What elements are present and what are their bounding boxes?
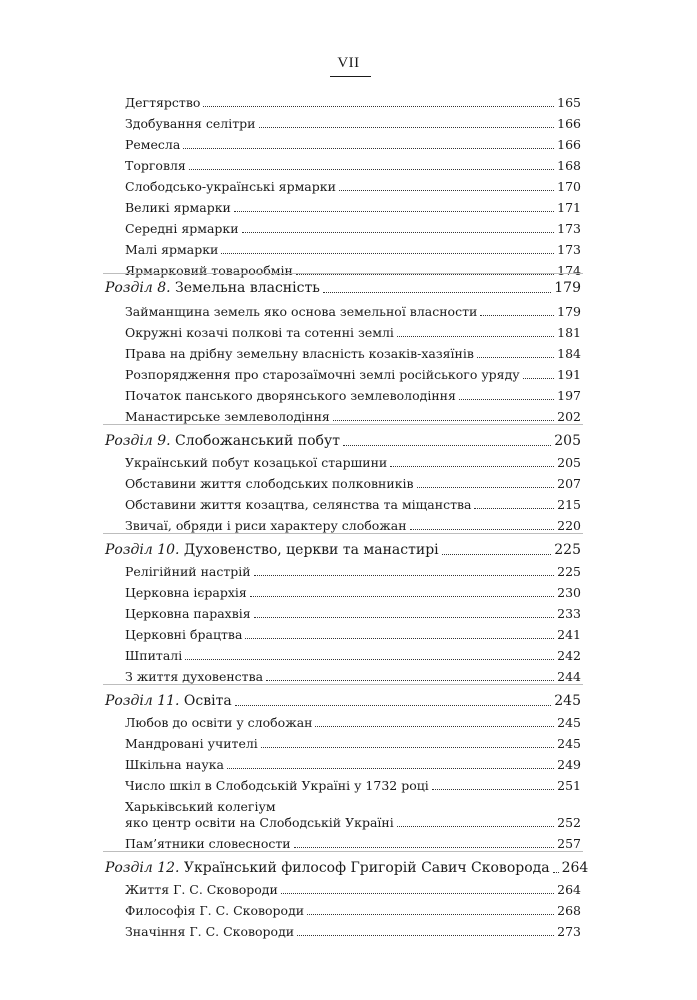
toc-entry-page: 166 (557, 137, 581, 152)
dot-leader (474, 508, 554, 509)
toc-entry-title: Манастирське землеволодіння (125, 409, 330, 424)
toc-entry[interactable] (125, 715, 581, 731)
section-divider (103, 684, 583, 685)
toc-entry-page: 202 (557, 409, 581, 424)
toc-entry-title: Великі ярмарки (125, 200, 231, 215)
dot-leader (297, 935, 554, 936)
chapter-title: Слобожанський побут (175, 433, 340, 449)
toc-entry[interactable] (125, 585, 581, 601)
toc-entry[interactable] (125, 924, 581, 940)
chapter-title: Український философ Григорій Савич Сковорода (183, 860, 550, 876)
toc-entry-page: 245 (557, 736, 581, 751)
toc-entry-title: Шкільна наука (125, 757, 224, 772)
toc-entry-page: 230 (557, 585, 581, 600)
toc-entry[interactable] (125, 95, 581, 111)
chapter-label: Розділ 12. (105, 860, 180, 876)
dot-leader (185, 659, 554, 660)
toc-entry-title: Займанщина земель яко основа земельної власности (125, 304, 478, 319)
toc-entry-page: 165 (557, 95, 581, 110)
toc-entry-page: 170 (557, 179, 581, 194)
toc-entry-page: 181 (557, 325, 581, 340)
toc-entry-title-continued: яко центр освіти на Слободській Україні (125, 815, 394, 830)
toc-entry-page: 241 (557, 627, 581, 642)
toc-chapter-heading[interactable] (105, 432, 581, 450)
toc-entry[interactable] (125, 409, 581, 425)
dot-leader (203, 106, 554, 107)
toc-entry[interactable] (125, 200, 581, 216)
toc-entry-title: Слободсько-українські ярмарки (125, 179, 336, 194)
dot-leader (442, 554, 552, 555)
chapter-label: Розділ 8. (105, 280, 171, 296)
toc-entry[interactable] (125, 497, 581, 513)
dot-leader (227, 768, 554, 769)
toc-entry[interactable] (125, 903, 581, 919)
dot-leader (294, 847, 555, 848)
toc-entry-page: 173 (557, 221, 581, 236)
toc-entry-page: 249 (557, 757, 581, 772)
toc-entry[interactable] (125, 263, 581, 279)
toc-entry-title: Права на дрібну земельну власність козаків-хазяїнів (125, 346, 474, 361)
toc-entry-page: 244 (557, 669, 581, 684)
dot-leader (259, 127, 555, 128)
dot-leader (296, 274, 554, 275)
dot-leader (397, 826, 554, 827)
toc-chapter-heading[interactable] (105, 279, 581, 297)
dot-leader (183, 148, 554, 149)
toc-entry-page: 173 (557, 242, 581, 257)
chapter-title: Духовенство, церкви та манастирі (183, 542, 439, 558)
toc-entry[interactable] (125, 606, 581, 622)
toc-entry[interactable] (125, 304, 581, 320)
toc-chapter-heading[interactable] (105, 692, 581, 710)
dot-leader (390, 466, 554, 467)
toc-entry-page: 268 (557, 903, 581, 918)
toc-entry-title: Окружні козачі полкові та сотенні землі (125, 325, 394, 340)
toc-entry-title: Любов до освіти у слобожан (125, 715, 313, 730)
dot-leader (281, 893, 554, 894)
toc-entry-title: Ярмарковий товарообмін (125, 263, 293, 278)
dot-leader (245, 638, 554, 639)
dot-leader (235, 705, 552, 706)
section-divider (103, 273, 583, 274)
toc-entry[interactable] (125, 669, 581, 685)
dot-leader (339, 190, 554, 191)
toc-entry-title: Релігійний настрій (125, 564, 251, 579)
toc-entry-page: 242 (557, 648, 581, 663)
dot-leader (397, 336, 554, 337)
toc-entry[interactable] (125, 455, 581, 471)
toc-entry-page: 225 (557, 564, 581, 579)
toc-entry-page: 166 (557, 116, 581, 131)
dot-leader (189, 169, 554, 170)
toc-entry-title: Життя Г. С. Сковороди (125, 882, 278, 897)
toc-entry-page: 191 (557, 367, 581, 382)
folio-underline (330, 76, 371, 77)
dot-leader (266, 680, 554, 681)
dot-leader (221, 253, 554, 254)
toc-entry-title: Мандровані учителі (125, 736, 258, 751)
dot-leader (254, 575, 555, 576)
dot-leader (432, 789, 554, 790)
toc-entry-title: З життя духовенства (125, 669, 264, 684)
chapter-label: Розділ 10. (105, 542, 180, 558)
dot-leader (477, 357, 554, 358)
toc-entry[interactable] (125, 518, 581, 534)
toc-entry[interactable] (125, 116, 581, 132)
toc-entry-title: Початок панського дворянського землеволодіння (125, 388, 456, 403)
toc-entry-page: 197 (557, 388, 581, 403)
toc-entry[interactable] (125, 367, 581, 383)
toc-entry-title: Дегтярство (125, 95, 201, 110)
toc-entry[interactable] (125, 346, 581, 362)
dot-leader (323, 292, 551, 293)
toc-entry[interactable] (125, 778, 581, 794)
toc-entry-page: 220 (557, 518, 581, 533)
dot-leader (242, 232, 555, 233)
toc-entry-title: Шпиталі (125, 648, 183, 663)
toc-entry[interactable] (125, 221, 581, 237)
chapter-label: Розділ 9. (105, 433, 171, 449)
dot-leader (480, 315, 554, 316)
toc-chapter-heading[interactable] (105, 859, 589, 877)
dot-leader (250, 596, 554, 597)
dot-leader (523, 378, 555, 379)
chapter-label: Розділ 11. (105, 693, 180, 709)
toc-entry-title: Обставини життя слободських полковників (125, 476, 414, 491)
toc-entry-page: 205 (557, 455, 581, 470)
toc-entry-title: Число шкіл в Слободській Україні у 1732 році (125, 778, 429, 793)
toc-entry-title: Церковна ієрархія (125, 585, 247, 600)
toc-entry-page: 168 (557, 158, 581, 173)
toc-entry-title: Здобування селітри (125, 116, 256, 131)
toc-entry[interactable] (125, 158, 581, 174)
toc-entry-title: Звичаї, обряди і риси характеру слобожан (125, 518, 407, 533)
chapter-title: Освіта (183, 693, 232, 709)
dot-leader (254, 617, 554, 618)
toc-entry[interactable] (125, 836, 581, 852)
toc-entry-page: 264 (557, 882, 581, 897)
chapter-page: 205 (554, 433, 581, 449)
dot-leader (417, 487, 555, 488)
toc-entry-title: Пам’ятники словесности (125, 836, 291, 851)
toc-entry-title: Обставини життя козацтва, селянства та міщанства (125, 497, 472, 512)
toc-entry-title: Церковна парахвія (125, 606, 251, 621)
toc-entry-title: Харьківський колегіум (125, 799, 276, 814)
toc-entry-title: Церковні брацтва (125, 627, 243, 642)
dot-leader (459, 399, 554, 400)
toc-entry-title: Философія Г. С. Сковороди (125, 903, 305, 918)
toc-chapter-heading[interactable] (105, 541, 581, 559)
dot-leader (553, 872, 559, 873)
toc-entry-page: 251 (557, 778, 581, 793)
toc-entry-title: Торговля (125, 158, 186, 173)
toc-entry[interactable] (125, 799, 581, 831)
toc-entry-page: 245 (557, 715, 581, 730)
section-divider (103, 851, 583, 852)
chapter-page: 225 (554, 542, 581, 558)
toc-entry[interactable] (125, 648, 581, 664)
toc-entry[interactable] (125, 179, 581, 195)
toc-entry[interactable] (125, 476, 581, 492)
toc-entry-page: 252 (557, 815, 581, 830)
toc-entry-title: Малі ярмарки (125, 242, 219, 257)
dot-leader (234, 211, 554, 212)
toc-entry[interactable] (125, 137, 581, 153)
toc-entry-page: 179 (557, 304, 581, 319)
toc-entry-title: Значіння Г. С. Сковороди (125, 924, 295, 939)
toc-entry[interactable] (125, 882, 581, 898)
chapter-page: 179 (554, 280, 581, 296)
toc-entry[interactable] (125, 736, 581, 752)
chapter-title: Земельна власність (175, 280, 320, 296)
page-folio: VII (337, 55, 360, 71)
toc-entry-page: 273 (557, 924, 581, 939)
section-divider (103, 424, 583, 425)
chapter-page: 245 (554, 693, 581, 709)
toc-entry[interactable] (125, 325, 581, 341)
toc-entry[interactable] (125, 242, 581, 258)
toc-entry-page: 215 (557, 497, 581, 512)
toc-entry-title: Ремесла (125, 137, 181, 152)
toc-entry-title: Український побут козацької старшини (125, 455, 388, 470)
toc-entry-page: 207 (557, 476, 581, 491)
dot-leader (307, 914, 554, 915)
toc-entry[interactable] (125, 388, 581, 404)
section-divider (103, 533, 583, 534)
toc-entry-page: 184 (557, 346, 581, 361)
toc-entry[interactable] (125, 564, 581, 580)
toc-entry-title: Розпорядження про старозаїмочні землі російського уряду (125, 367, 520, 382)
toc-entry-page: 233 (557, 606, 581, 621)
toc-entry[interactable] (125, 627, 581, 643)
dot-leader (315, 726, 554, 727)
toc-entry-page: 257 (557, 836, 581, 851)
toc-entry-page: 171 (557, 200, 581, 215)
dot-leader (410, 529, 555, 530)
dot-leader (261, 747, 554, 748)
chapter-page: 264 (561, 860, 589, 876)
toc-entry-title: Середні ярмарки (125, 221, 239, 236)
toc-entry-page: 174 (557, 263, 581, 278)
dot-leader (343, 445, 551, 446)
toc-entry[interactable] (125, 757, 581, 773)
dot-leader (333, 420, 554, 421)
